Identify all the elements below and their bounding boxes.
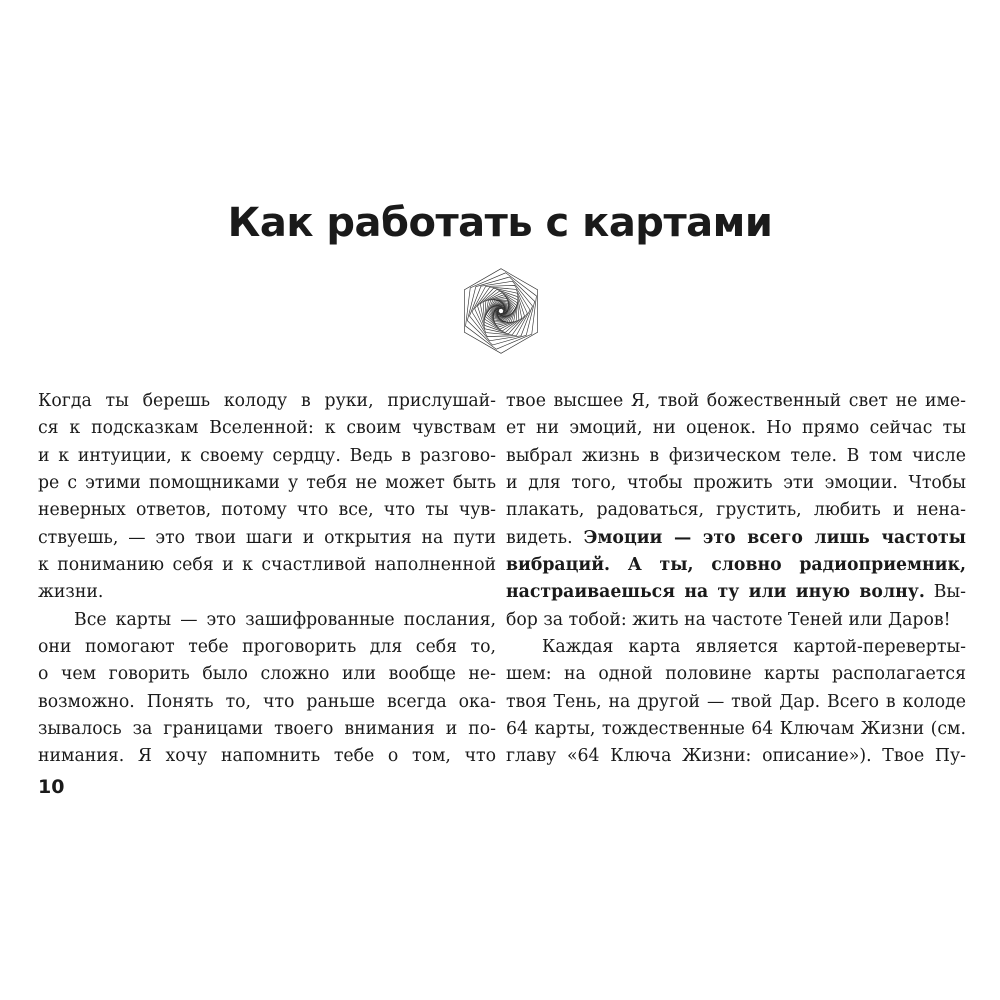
text-line: главу «64 Ключа Жизни: описание»). Твое Пу- xyxy=(506,746,966,767)
ornament-hexagon xyxy=(498,308,503,313)
text-line: к пониманию себя и к счастливой наполненной xyxy=(38,555,496,576)
text-line: Когда ты берешь колоду в руки, прислушай- xyxy=(38,391,496,411)
text-line: ет ни эмоций, ни оценок. Но прямо сейчас ты xyxy=(506,418,966,439)
text-line-start: видеть. xyxy=(506,527,573,548)
text-line-mixed xyxy=(506,525,966,552)
page-number: 10 xyxy=(38,776,65,798)
text-line: ся к подсказкам Вселенной: к своим чувствам xyxy=(38,418,496,439)
emphasis-line: вибраций. А ты, словно радиоприемник, xyxy=(506,555,966,576)
text-line: возможно. Понять то, что раньше всегда ока- xyxy=(38,691,496,712)
text-line: Все карты — это зашифрованные послания, xyxy=(74,609,496,630)
text-line: плакать, радоваться, грустить, любить и нена- xyxy=(506,500,966,521)
emphasis-text: настраиваешься на ту или иную волну. xyxy=(506,582,925,603)
ornament-hexagon xyxy=(475,287,528,335)
text-line: и к интуиции, к своему сердцу. Ведь в разгово- xyxy=(38,445,496,466)
left-column xyxy=(38,388,496,771)
hexagon-spiral-icon xyxy=(455,265,547,357)
text-line: твоя Тень, на другой — твой Дар. Всего в колоде xyxy=(506,691,966,712)
text-line: о чем говорить было сложно или вообще не- xyxy=(38,664,496,685)
text-line: они помогают тебе проговорить для себя то, xyxy=(38,637,496,658)
text-line: выбрал жизнь в физическом теле. В том числе xyxy=(506,445,966,466)
text-line: неверных ответов, потому что все, что ты чув- xyxy=(38,500,496,521)
ornament-hexagon xyxy=(464,269,537,354)
page-title: Как работать с картами xyxy=(227,200,773,246)
text-line: нимания. Я хочу напомнить тебе о том, что xyxy=(38,746,496,767)
text-line-end: Вы- xyxy=(933,582,966,603)
text-line: шем: на одной половине карты располагается xyxy=(506,664,966,685)
text-line: Каждая карта является картой-переверты- xyxy=(542,637,966,658)
right-column xyxy=(506,388,966,771)
text-line: 64 карты, тождественные 64 Ключам Жизни (см. xyxy=(506,719,966,740)
text-line: и для того, чтобы прожить эти эмоции. Чтобы xyxy=(506,473,966,494)
text-line: твое высшее Я, твой божественный свет не име- xyxy=(506,391,966,411)
text-line: ствуешь, — это твои шаги и открытия на пути xyxy=(38,527,496,548)
text-line-mixed xyxy=(506,579,966,606)
emphasis-text: Эмоции — это всего лишь частоты xyxy=(583,527,966,548)
text-line: зывалось за границами твоего внимания и по- xyxy=(38,719,496,740)
ornament-hexagon xyxy=(466,273,537,349)
text-line: бор за тобой: жить на частоте Теней или Даров! xyxy=(506,609,951,630)
ornament-hexagon xyxy=(485,293,517,329)
text-line: ре с этими помощниками у тебя не может быть xyxy=(38,473,496,494)
text-line: жизни. xyxy=(38,582,104,603)
